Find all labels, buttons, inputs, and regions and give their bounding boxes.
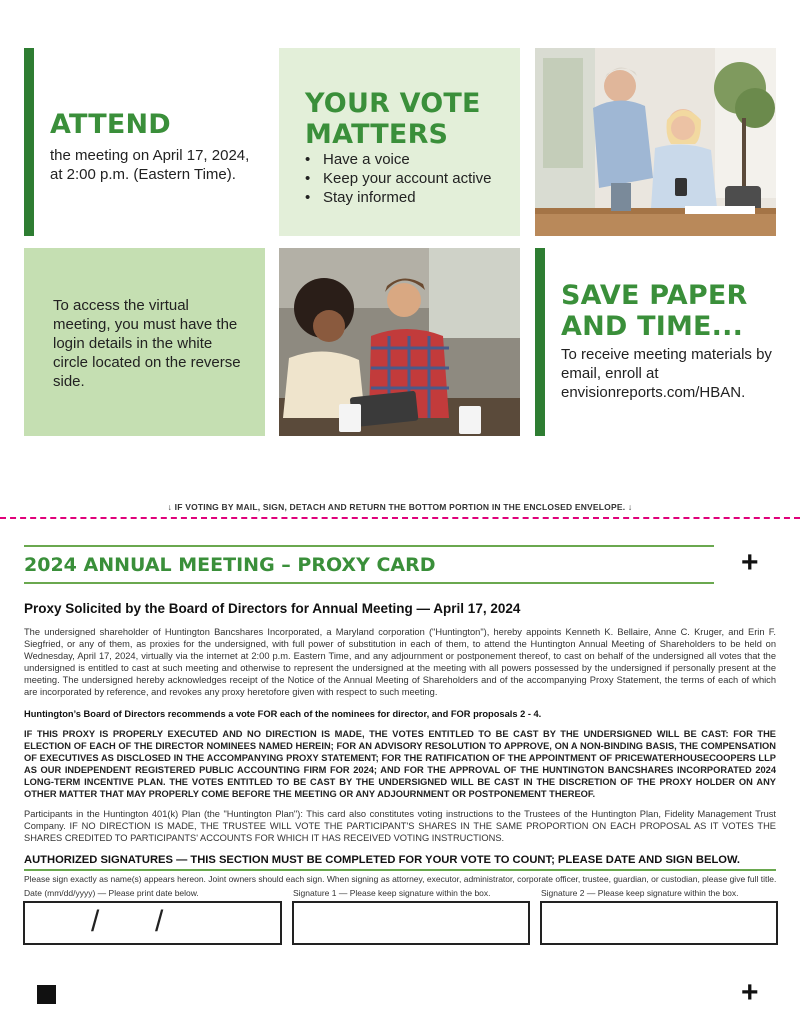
vote-title-line2: MATTERS <box>305 119 449 150</box>
signature1-input-box[interactable] <box>292 901 530 945</box>
proxy-board-recommendation: Huntington’s Board of Directors recommends a vote FOR each of the nominees for director, and FOR proposals 2 - 4. <box>24 709 542 719</box>
proxy-paragraph-401k: Participants in the Huntington 401(k) Plan (the "Huntington Plan"): This card also constitutes voting instructions to the Trustees of the Huntington Plan, Fidelity Management Trust Company. IF NO DIRECTION IS MADE, THE TRUSTEE WILL VOTE THE PARTICIPANT'S SHARES IN THE SAME PROPORTION ON EACH PROPOSAL AS IT VOTES THE SHARES CREDITED TO PARTICIPANTS' ACCOUNTS FOR WHICH IT HAS RECEIVED VOTING INSTRUCTIONS. <box>24 809 776 843</box>
proxy-title-rule-top <box>24 545 714 547</box>
registration-square-mark <box>37 985 56 1004</box>
vote-bullet: • Keep your account active <box>305 169 515 188</box>
date-input-box[interactable] <box>23 901 282 945</box>
attend-text: the meeting on April 17, 2024, at 2:00 p.m. (Eastern Time). <box>50 147 250 183</box>
footer-plus-mark: + <box>741 976 759 1009</box>
signature-section-heading: AUTHORIZED SIGNATURES — THIS SECTION MUST BE COMPLETED FOR YOUR VOTE TO COUNT; PLEASE DATE AND SIGN BELOW. <box>24 854 741 866</box>
proxy-title-rule-bottom <box>24 582 714 584</box>
vote-bullet: • Stay informed <box>305 188 515 207</box>
date-field-label: Date (mm/dd/yyyy) — Please print date below. <box>24 888 199 898</box>
photo-couple <box>535 48 776 236</box>
signature-instructions: Please sign exactly as name(s) appears hereon. Joint owners should each sign. When signing as attorney, executor, administrator, corporate officer, trustee, guardian, or custodian, please give full title. <box>24 874 777 884</box>
virtual-tile <box>24 248 265 436</box>
vote-bullets <box>305 150 515 207</box>
save-text: To receive meeting materials by email, enroll at envisionreports.com/HBAN. <box>561 346 772 401</box>
virtual-text: To access the virtual meeting, you must have the login details in the white circle located on the reverse side. <box>53 297 241 390</box>
vote-title <box>305 88 481 150</box>
signature-heading-rule <box>24 869 776 871</box>
detach-notice: ↓ IF VOTING BY MAIL, SIGN, DETACH AND RETURN THE BOTTOM PORTION IN THE ENCLOSED ENVELOPE. ↓ <box>167 502 633 512</box>
detach-cut-line <box>0 517 800 519</box>
signature1-field-label: Signature 1 — Please keep signature within the box. <box>293 888 491 898</box>
proxy-paragraph-directions: IF THIS PROXY IS PROPERLY EXECUTED AND NO DIRECTION IS MADE, THE VOTES ENTITLED TO BE CAST BY THE UNDERSIGNED WILL BE CAST: FOR THE ELECTION OF EACH OF THE DIRECTOR NOMINEES NAMED HEREIN; FOR AN ADVISORY RESOLUTION TO APPROVE, ON A NON-BINDING BASIS, THE COMPENSATION OF EXECUTIVES AS DISCLOSED IN THE ACCOMPANYING PROXY STATEMENT; FOR THE RATIFICATION OF THE APPOINTMENT OF PRICEWATERHOUSECOOPERS LLP AS OUR INDEPENDENT REGISTERED PUBLIC ACCOUNTING FIRM FOR 2024; AND FOR THE APPROVAL OF THE HUNTINGTON BANCSHARES INCORPORATED 2024 LONG-TERM INCENTIVE PLAN. THE VOTES ENTITLED TO BE CAST BY THE UNDERSIGNED WILL BE CAST IN THE DISCRETION OF THE PROXY HOLDER ON ANY OTHER MATTER THAT MAY PROPERLY COME BEFORE THE MEETING OR ANY ADJOURNMENT OR POSTPONEMENT THEREOF. <box>24 729 776 799</box>
signature2-input-box[interactable] <box>540 901 778 945</box>
attend-title: ATTEND <box>50 109 171 140</box>
save-title <box>561 280 747 342</box>
save-title-line1: SAVE PAPER <box>561 280 748 311</box>
proxy-paragraph-appointment: The undersigned shareholder of Huntington Bancshares Incorporated, a Maryland corporation ("Huntington"), hereby appoints Kenneth K. Bellaire, Anne C. Kruger, and Erin F. Siegfried, or any of them, as proxies for the undersigned, with full power of substitution in each of them, to attend the Huntington Annual Meeting of Shareholders to be held on Wednesday, April 17, 2024, virtually via the internet at 2:00 p.m. Eastern Time, and any adjournment or postponement thereof, to cast on behalf of the undersigned all votes that the undersigned is entitled to cast at such meeting and otherwise to represent the undersigned at the meeting with all powers possessed by the undersigned if personally present at the meeting. The undersigned hereby acknowledges receipt of the Notice of the Annual Meeting of Shareholders and of the accompanying Proxy Statement, the terms of each of which are incorporated by reference, and revokes any proxy heretofore given with respect to such meeting. <box>24 627 776 697</box>
save-tile <box>545 248 776 436</box>
save-title-line2: AND TIME... <box>561 311 744 342</box>
date-separator-2: / <box>155 905 164 938</box>
photo-pair-tablet <box>279 248 520 436</box>
vote-bullet: • Have a voice <box>305 150 515 169</box>
signature2-field-label: Signature 2 — Please keep signature within the box. <box>541 888 739 898</box>
registration-plus-mark: + <box>741 546 759 579</box>
photo-couple-illustration <box>535 48 776 236</box>
proxy-card-title: 2024 ANNUAL MEETING – PROXY CARD <box>24 554 436 576</box>
vote-title-line1: YOUR VOTE <box>305 88 481 119</box>
vote-tile <box>279 48 520 236</box>
photo-pair-illustration <box>279 248 520 436</box>
attend-accent-bar <box>24 48 34 236</box>
attend-tile <box>34 48 266 236</box>
date-separator-1: / <box>91 905 100 938</box>
proxy-subtitle: Proxy Solicited by the Board of Directors for Annual Meeting — April 17, 2024 <box>24 601 521 616</box>
save-accent-bar <box>535 248 545 436</box>
